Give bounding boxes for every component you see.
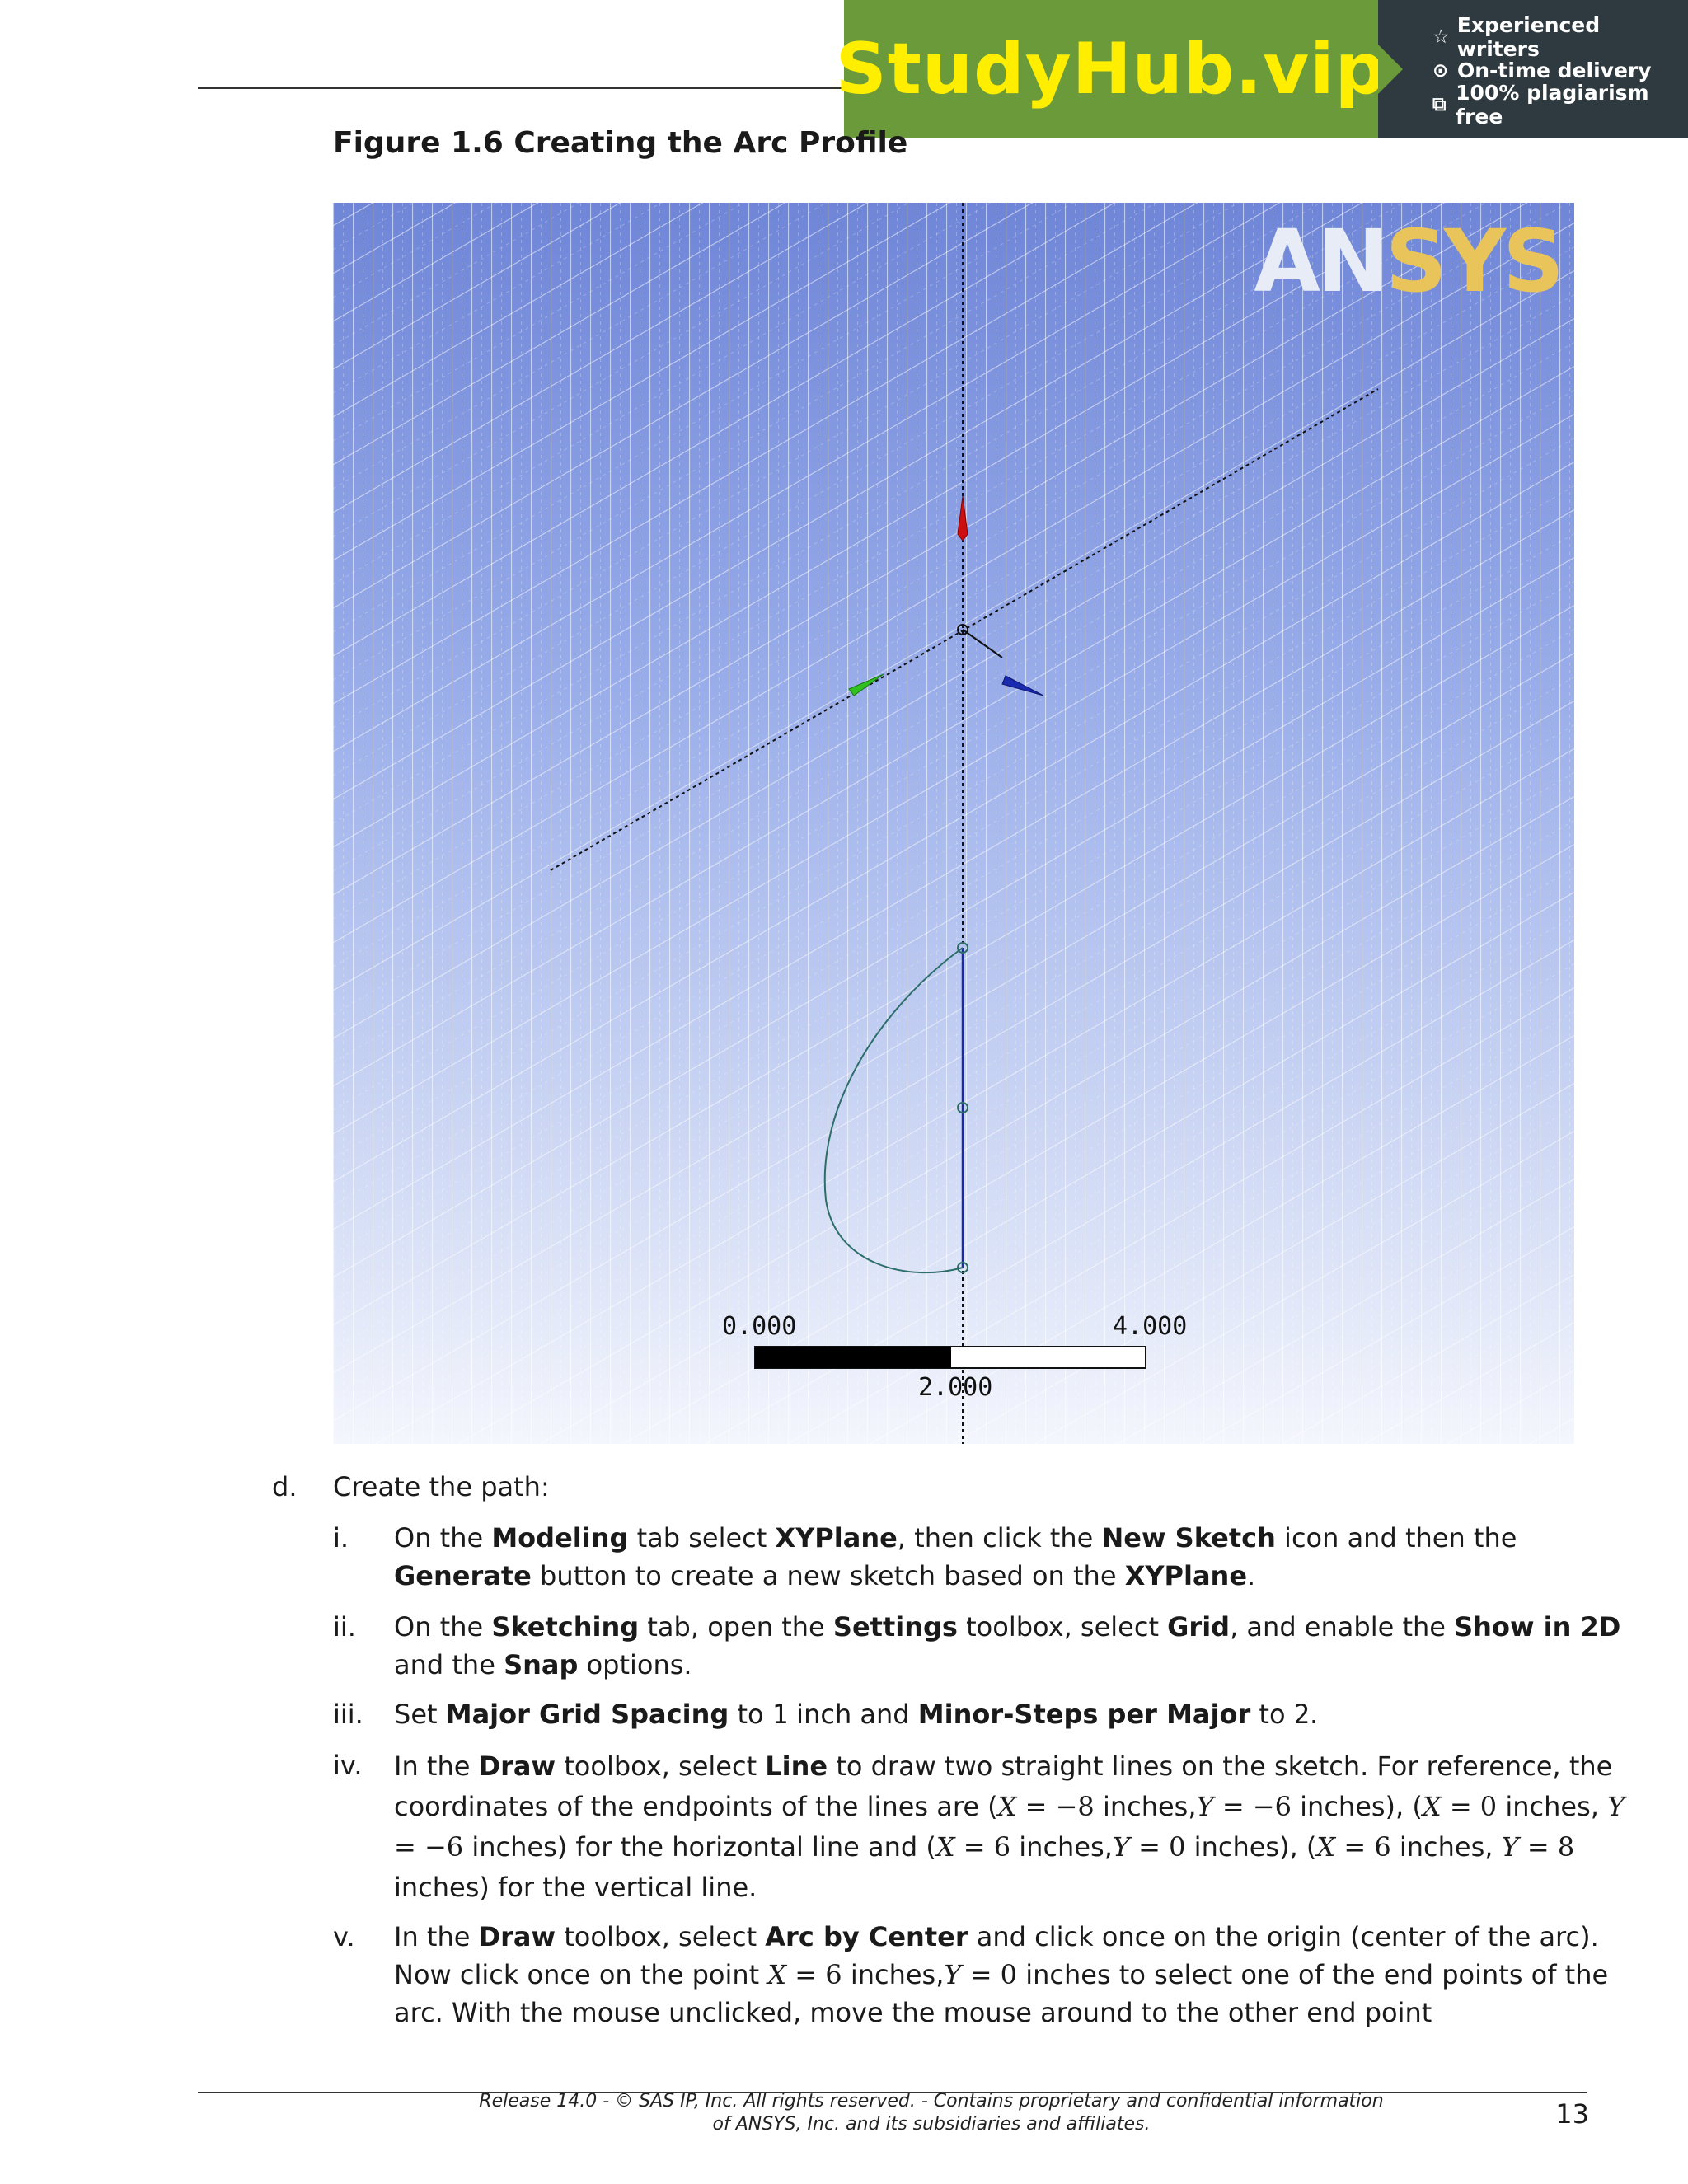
feature-label: On-time delivery (1457, 59, 1652, 82)
footer-line-1: Release 14.0 - © SAS IP, Inc. All rights reserved. - Contains proprietary and confidential information (479, 2091, 1384, 2111)
sketch-viewport[interactable] (333, 203, 1574, 1444)
vertical-grid (333, 203, 1574, 1444)
step-marker: iv. (333, 1750, 363, 1781)
copy-icon: ⧉ (1432, 93, 1447, 115)
viewport-graphics (333, 203, 1574, 1444)
step-marker: i. (333, 1522, 349, 1554)
scale-label-middle: 2.000 (918, 1373, 993, 1402)
top-rule (198, 87, 849, 89)
star-icon: ☆ (1432, 26, 1450, 48)
step-marker: v. (333, 1921, 355, 1952)
banner-brand-area (835, 0, 1387, 138)
feature-item (1432, 80, 1688, 129)
figure-caption: Figure 1.6 Creating the Arc Profile (333, 126, 908, 160)
step-d-marker: d. (272, 1471, 298, 1502)
scale-bar-fill (755, 1347, 951, 1368)
footer-line-2: of ANSYS, Inc. and its subsidiaries and affiliates. (712, 2114, 1151, 2135)
page-number: 13 (1555, 2098, 1589, 2130)
step-iv-text: In the Draw toolbox, select Line to draw two straight lines on the sketch. For reference, the coordinates of the endpoints of the lines are (X = −8 inches,Y = −6 inches), (X = 0 inches, Y = −6 inches) for the horizontal line and (X = 6 inches,Y = 0 inches), (X = 6 inches, Y = 8 inches) for the vertical line. (394, 1750, 1625, 1903)
feature-label: Experienced writers (1456, 12, 1601, 61)
step-iii-text: Set Major Grid Spacing to 1 inch and Minor-Steps per Major to 2. (394, 1699, 1319, 1730)
step-ii-text: On the Sketching tab, open the Settings toolbox, select Grid, and enable the Show in 2D and the Snap options. (394, 1611, 1621, 1680)
studyhub-banner[interactable] (835, 0, 1688, 138)
scale-label-left: 0.000 (722, 1312, 797, 1341)
banner-features (1378, 0, 1688, 138)
step-marker: ii. (333, 1611, 356, 1643)
footer (445, 2090, 1418, 2136)
step-marker: iii. (333, 1699, 363, 1730)
brand-logo: StudyHub.vip (835, 28, 1387, 110)
step-i-text: On the Modeling tab select XYPlane, then click the New Sketch icon and then the Generate button to create a new sketch based on the XYPlane. (394, 1522, 1517, 1591)
step-v-text: In the Draw toolbox, select Arc by Center and click once on the origin (center of the arc). Now click once on the point X = 6 inches,Y = 0 inches to select one of the end points of the arc. With the mouse unclicked, move the mouse around to the other end point (394, 1921, 1609, 2028)
clock-icon: ⊙ (1432, 59, 1449, 82)
feature-label: 100% plagiarism free (1456, 80, 1649, 129)
step-d-text: Create the path: (333, 1471, 550, 1502)
scale-label-right: 4.000 (1113, 1312, 1188, 1341)
feature-item (1432, 12, 1688, 61)
ansys-logo: ANSYS (1254, 211, 1561, 312)
